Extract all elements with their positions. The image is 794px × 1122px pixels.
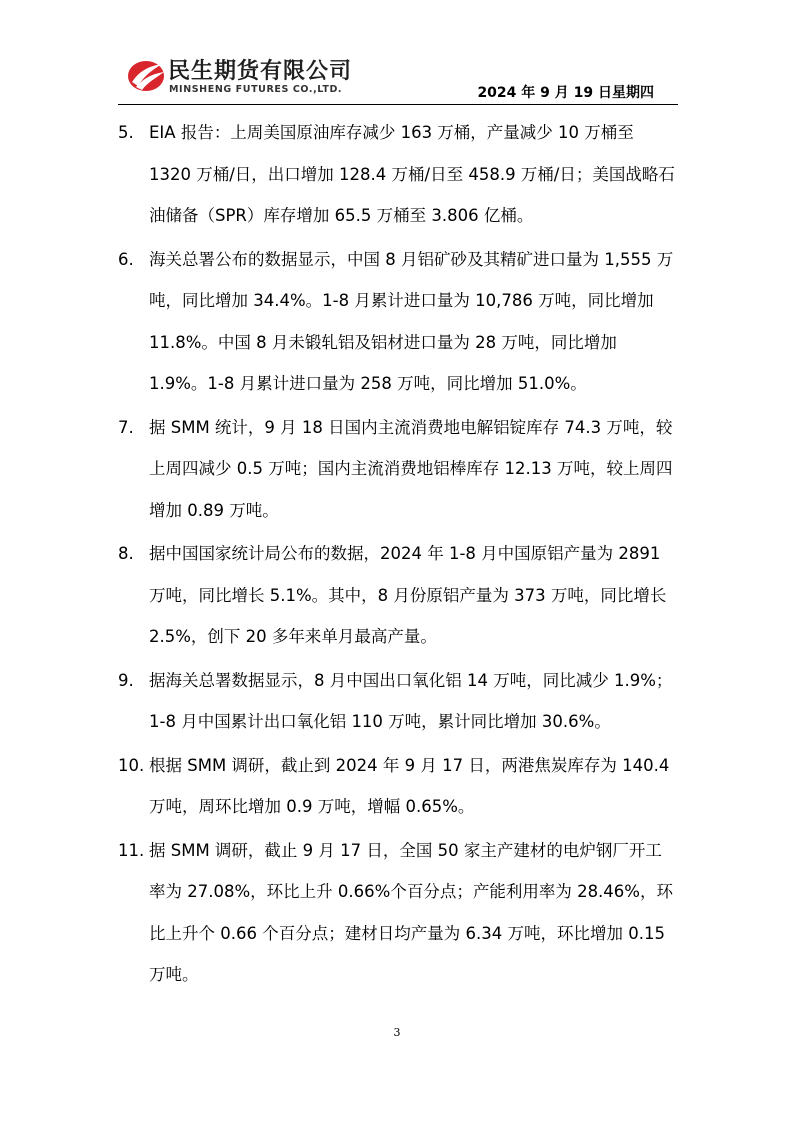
company-name-en: MINSHENG FUTURES CO.,LTD. <box>169 84 343 95</box>
item-text: 据中国国家统计局公布的数据，2024 年 1-8 月中国原铝产量为 2891 万吨，同比增长 5.1%。其中，8 月份原铝产量为 373 万吨，同比增长 2.5%，创下 20 多年来单月最高产量。 <box>149 544 667 646</box>
list-item <box>118 660 678 743</box>
list-item <box>118 745 678 828</box>
item-text: 据海关总署数据显示，8 月中国出口氧化铝 14 万吨，同比减少 1.9%；1-8 月中国累计出口氧化铝 110 万吨，累计同比增加 30.6%。 <box>149 670 673 731</box>
list-item <box>118 239 678 405</box>
item-number: 5. <box>118 123 134 142</box>
item-text: 根据 SMM 调研，截止到 2024 年 9 月 17 日，两港焦炭库存为 140.4 万吨，周环比增加 0.9 万吨，增幅 0.65%。 <box>149 755 670 816</box>
item-text: 据 SMM 调研，截止 9 月 17 日，全国 50 家主产建材的电炉钢厂开工率为 27.08%，环比上升 0.66%个百分点；产能利用率为 28.46%，环比上升个 0.66 个百分点；建材日均产量为 6.34 万吨，环比增加 0.15 万吨。 <box>149 840 673 984</box>
item-text: 据 SMM 统计，9 月 18 日国内主流消费地电解铝锭库存 74.3 万吨，较上周四减少 0.5 万吨；国内主流消费地铝棒库存 12.13 万吨，较上周四增加 0.89 万吨。 <box>149 417 673 520</box>
news-list <box>118 112 678 998</box>
page-number: 3 <box>393 1026 401 1039</box>
item-number: 10. <box>118 755 145 775</box>
item-number: 11. <box>118 840 145 860</box>
company-name-cn: 民生期货有限公司 <box>168 59 353 84</box>
item-number: 8. <box>118 544 134 563</box>
item-number: 6. <box>118 249 134 269</box>
list-item <box>118 112 678 237</box>
list-item <box>118 533 678 658</box>
list-item <box>118 407 678 532</box>
list-item <box>118 830 678 996</box>
item-number: 9. <box>118 670 134 690</box>
item-number: 7. <box>118 417 134 437</box>
report-date: 2024 年 9 月 19 日星期四 <box>477 85 654 101</box>
header-divider <box>118 104 678 105</box>
page-header <box>118 52 678 104</box>
minsheng-logo-icon <box>126 56 166 94</box>
item-text: 海关总署公布的数据显示，中国 8 月铝矿砂及其精矿进口量为 1,555 万吨，同比增加 34.4%。1-8 月累计进口量为 10,786 万吨，同比增加 11.8%。中国 8 月未锻轧铝及铝材进口量为 28 万吨，同比增加 1.9%。1-8 月累计进口量为 258 万吨，同比增加 51.0%。 <box>149 249 674 393</box>
item-text: EIA 报告：上周美国原油库存减少 163 万桶，产量减少 10 万桶至 1320 万桶/日，出口增加 128.4 万桶/日至 458.9 万桶/日；美国战略石油储备（SPR）库存增加 65.5 万桶至 3.806 亿桶。 <box>149 123 675 225</box>
